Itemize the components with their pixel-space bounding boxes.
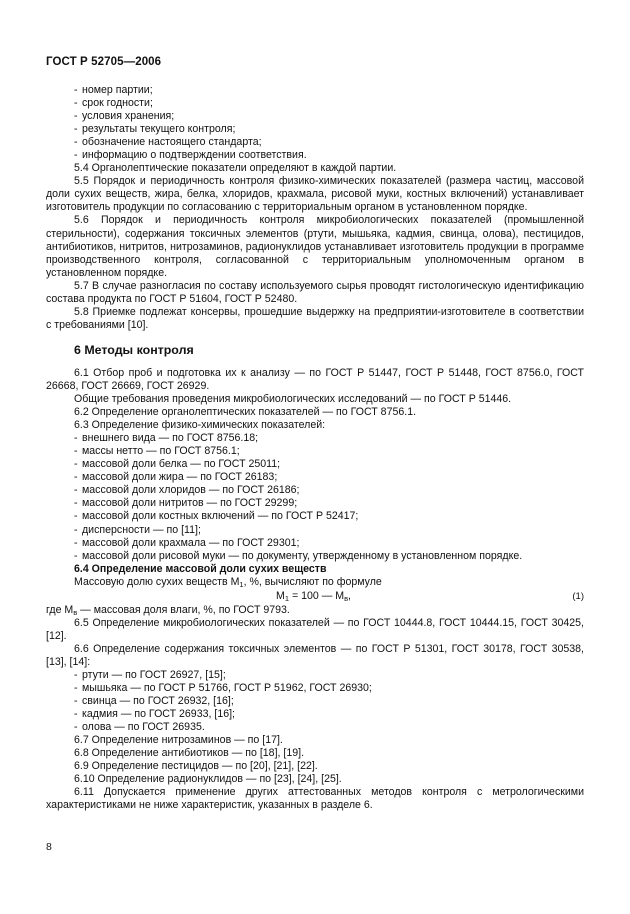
formula-number: (1) — [572, 590, 584, 602]
clause-5-4: 5.4 Органолептические показатели определяют в каждой партии. — [74, 162, 397, 175]
list-item: - массовой доли костных включений — по ГОСТ Р 52417; — [46, 510, 584, 523]
list-item: - кадмия — по ГОСТ 26933, [16]; — [46, 708, 584, 721]
list-item: - массовой доли рисовой муки — по документу, утвержденному в установленном порядке. — [46, 550, 584, 563]
clause-6-10: 6.10 Определение радионуклидов — по [23], [24], [25]. — [74, 773, 342, 786]
clause-6-5: 6.5 Определение микробиологических показателей — по ГОСТ 10444.8, ГОСТ 10444.15, ГОСТ 30425, [12]. — [46, 616, 584, 642]
clause-6-4-heading: 6.4 Определение массовой доли сухих веществ — [74, 562, 327, 575]
clause-6-2: 6.2 Определение органолептических показателей — по ГОСТ 8756.1. — [74, 406, 417, 419]
list-item: - массовой доли жира — по ГОСТ 26183; — [46, 471, 584, 484]
list-item: - ртути — по ГОСТ 26927, [15]; — [46, 669, 584, 682]
clause-6-9: 6.9 Определение пестицидов — по [20], [21], [22]. — [74, 760, 318, 773]
list-item: - срок годности; — [46, 97, 584, 110]
clause-6-11: 6.11 Допускается применение других аттестованных методов контроля с метрологическими характеристиками не ниже характеристик, указанных в разделе 6. — [46, 786, 584, 812]
clause-6-8: 6.8 Определение антибиотиков — по [18], [19]. — [74, 747, 305, 760]
list-item: - массы нетто — по ГОСТ 8756.1; — [46, 445, 584, 458]
list-item: - мышьяка — по ГОСТ Р 51766, ГОСТ Р 51962, ГОСТ 26930; — [46, 682, 584, 695]
list-item: - массовой доли хлоридов — по ГОСТ 26186; — [46, 484, 584, 497]
list-item: - номер партии; — [46, 84, 584, 97]
section-6-heading: 6 Методы контроля — [74, 342, 194, 357]
clause-6-3: 6.3 Определение физико-химических показателей: — [74, 419, 326, 432]
clause-5-8: 5.8 Приемке подлежат консервы, прошедшие выдержку на предприятии-изготовителе в соответствии с требованиями [10]. — [46, 305, 584, 331]
formula-1 — [46, 589, 584, 604]
formula-expression: $М_1 = 100$ — $М_в$, — [276, 589, 351, 603]
clause-6-1: 6.1 Отбор проб и подготовка их к анализу — по ГОСТ Р 51447, ГОСТ Р 51448, ГОСТ 8756.0, ГОСТ 26668, ГОСТ 26669, ГОСТ 26929. — [46, 366, 584, 392]
document-body — [46, 84, 584, 812]
clause-5-5: 5.5 Порядок и периодичность контроля физико-химических показателей (размера частиц, массовой доли сухих веществ, жира, белка, хлоридов, крахмала, рисовой муки, костных включений) устанавливает изготовитель продукции по согласованию с территориальным органом в установленном порядке. — [46, 175, 584, 214]
page-number: 8 — [46, 841, 52, 853]
list-item: - массовой доли нитритов — по ГОСТ 29299; — [46, 497, 584, 510]
list-item: - информацию о подтверждении соответствия. — [46, 149, 584, 162]
list-item: - свинца — по ГОСТ 26932, [16]; — [46, 695, 584, 708]
list-item: - дисперсности — по [11]; — [46, 524, 584, 537]
list-item: - условия хранения; — [46, 110, 584, 123]
clause-6-7: 6.7 Определение нитрозаминов — по [17]. — [74, 734, 283, 747]
list-item: - олова — по ГОСТ 26935. — [46, 721, 584, 734]
list-top — [46, 84, 584, 162]
clause-6-4-text: Массовую долю сухих веществ $М_1$, %, вычисляют по формуле — [74, 575, 382, 589]
list-item: - массовой доли крахмала — по ГОСТ 29301; — [46, 537, 584, 550]
formula-where: где $М_в$ — массовая доля влаги, %, по ГОСТ 9793. — [46, 603, 290, 617]
clause-6-1-general: Общие требования проведения микробиологических исследований — по ГОСТ Р 51446. — [74, 393, 512, 406]
list-item: - обозначение настоящего стандарта; — [46, 136, 584, 149]
list-item: - результаты текущего контроля; — [46, 123, 584, 136]
list-item: - массовой доли белка — по ГОСТ 25011; — [46, 458, 584, 471]
clause-5-6: 5.6 Порядок и периодичность контроля микробиологических показателей (промышленной стерильности), содержания токсичных элементов (ртути, мышьяка, кадмия, свинца, олова), пестицидов, антибиотиков, нитритов, нитрозаминов, радионуклидов устанавливает изготовитель продукции в программе производственного контроля, согласованной с территориальным уполномоченным органом в установленном порядке. — [46, 214, 584, 279]
list-item: - внешнего вида — по ГОСТ 8756.18; — [46, 432, 584, 445]
clause-6-6: 6.6 Определение содержания токсичных элементов — по ГОСТ Р 51301, ГОСТ 30178, ГОСТ 30538, [13], [14]: — [46, 642, 584, 668]
document-header: ГОСТ Р 52705—2006 — [46, 56, 162, 68]
list-6-6 — [46, 669, 584, 734]
clause-5-7: 5.7 В случае разногласия по составу используемого сырья проводят гистологическую идентификацию состава продукта по ГОСТ Р 51604, ГОСТ Р 52480. — [46, 279, 584, 305]
list-6-3 — [46, 432, 584, 562]
